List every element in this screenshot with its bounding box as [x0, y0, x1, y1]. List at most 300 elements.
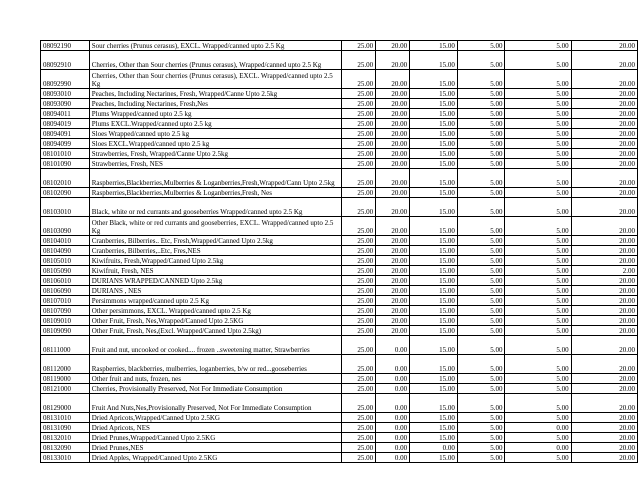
rate-col-3-cell: 15.00 — [410, 276, 458, 286]
rate-col-5-cell: 5.00 — [505, 433, 571, 443]
rate-col-4-cell: 5.00 — [457, 256, 505, 266]
rate-col-2-cell: 20.00 — [376, 139, 410, 149]
description-cell: Dried Apricots, NES — [89, 423, 341, 433]
rate-col-5-cell: 5.00 — [505, 109, 571, 119]
rate-col-5-cell: 5.00 — [505, 149, 571, 159]
rate-col-5-cell: 5.00 — [505, 306, 571, 316]
rate-col-6-cell: 20.00 — [571, 188, 637, 198]
rate-col-2-cell: 20.00 — [376, 99, 410, 109]
rate-col-2-cell: 20.00 — [376, 109, 410, 119]
rate-col-5-cell: 5.00 — [505, 384, 571, 394]
description-cell: DURIANS WRAPPED/CANNED Upto 2.5kg — [89, 276, 341, 286]
rate-col-6-cell: 20.00 — [571, 159, 637, 169]
rate-col-1-cell: 25.00 — [342, 326, 376, 336]
rate-col-2-cell: 20.00 — [376, 246, 410, 256]
rate-col-5-cell: 5.00 — [505, 139, 571, 149]
rate-col-5-cell: 5.00 — [505, 394, 571, 413]
rate-col-5-cell: 5.00 — [505, 41, 571, 51]
rate-col-6-cell: 20.00 — [571, 198, 637, 217]
rate-col-2-cell: 0.00 — [376, 355, 410, 374]
rate-col-1-cell: 25.00 — [342, 139, 376, 149]
table-row — [41, 394, 638, 413]
rate-col-3-cell: 15.00 — [410, 169, 458, 188]
rate-col-5-cell: 5.00 — [505, 99, 571, 109]
rate-col-5-cell: 5.00 — [505, 374, 571, 384]
table-row — [41, 188, 638, 198]
hs-code-cell: 08102010 — [41, 169, 90, 188]
rate-col-6-cell: 20.00 — [571, 355, 637, 374]
rate-col-1-cell: 25.00 — [342, 70, 376, 89]
rate-col-4-cell: 5.00 — [457, 41, 505, 51]
rate-col-5-cell: 5.00 — [505, 336, 571, 355]
hs-code-cell: 08105010 — [41, 256, 90, 266]
rate-col-3-cell: 15.00 — [410, 433, 458, 443]
rate-col-6-cell: 20.00 — [571, 384, 637, 394]
hs-code-cell: 08106090 — [41, 286, 90, 296]
rate-col-5-cell: 5.00 — [505, 236, 571, 246]
rate-col-5-cell: 5.00 — [505, 119, 571, 129]
description-cell: Peaches, Including Nectarines, Fresh,Nes — [89, 99, 341, 109]
rate-col-2-cell: 20.00 — [376, 41, 410, 51]
description-cell: Sloes EXCL.Wrapped/canned upto 2.5 kg — [89, 139, 341, 149]
description-cell: Strawberries, Fresh, NES — [89, 159, 341, 169]
hs-code-cell: 08103010 — [41, 198, 90, 217]
rate-col-4-cell: 5.00 — [457, 336, 505, 355]
rate-col-1-cell: 25.00 — [342, 129, 376, 139]
description-cell: Other persimmons, EXCL. Wrapped/canned upto 2.5 Kg — [89, 306, 341, 316]
hs-code-cell: 08132090 — [41, 443, 90, 453]
rate-col-3-cell: 15.00 — [410, 198, 458, 217]
rate-col-4-cell: 5.00 — [457, 443, 505, 453]
hs-code-cell: 08107090 — [41, 306, 90, 316]
rate-col-1-cell: 25.00 — [342, 89, 376, 99]
rate-col-2-cell: 20.00 — [376, 70, 410, 89]
description-cell: Raspberries,Blackberries,Mulberries & Loganberries,Fresh, Nes — [89, 188, 341, 198]
rate-col-1-cell: 25.00 — [342, 374, 376, 384]
rate-col-2-cell: 20.00 — [376, 119, 410, 129]
description-cell: Dried Prunes,NES — [89, 443, 341, 453]
rate-col-2-cell: 20.00 — [376, 306, 410, 316]
rate-col-3-cell: 15.00 — [410, 89, 458, 99]
rate-col-4-cell: 5.00 — [457, 394, 505, 413]
rate-col-2-cell: 20.00 — [376, 256, 410, 266]
rate-col-6-cell: 20.00 — [571, 336, 637, 355]
hs-code-cell: 08101090 — [41, 159, 90, 169]
rate-col-2-cell: 20.00 — [376, 276, 410, 286]
description-cell: Fruit And Nuts,Nes,Provisionally Preserved, Not For Immediate Consumption — [89, 394, 341, 413]
rate-col-6-cell: 20.00 — [571, 316, 637, 326]
description-cell: Plums EXCL.Wrapped/canned upto 2.5 kg — [89, 119, 341, 129]
rate-col-1-cell: 25.00 — [342, 119, 376, 129]
rate-col-5-cell: 5.00 — [505, 296, 571, 306]
description-cell: Kiwifruit, Fresh, NES — [89, 266, 341, 276]
rate-col-6-cell: 20.00 — [571, 51, 637, 70]
hs-code-cell: 08131090 — [41, 423, 90, 433]
rate-col-4-cell: 5.00 — [457, 326, 505, 336]
rate-col-3-cell: 15.00 — [410, 316, 458, 326]
table-row — [41, 286, 638, 296]
table-row — [41, 198, 638, 217]
rate-col-4-cell: 5.00 — [457, 169, 505, 188]
table-row — [41, 169, 638, 188]
rate-col-2-cell: 0.00 — [376, 453, 410, 463]
rate-col-6-cell: 20.00 — [571, 149, 637, 159]
rate-col-1-cell: 25.00 — [342, 394, 376, 413]
table-row — [41, 51, 638, 70]
rate-col-4-cell: 5.00 — [457, 246, 505, 256]
table-row — [41, 109, 638, 119]
description-cell: Dried Apricots,Wrapped/Canned Upto 2.5KG — [89, 413, 341, 423]
rate-col-4-cell: 5.00 — [457, 296, 505, 306]
rate-col-6-cell: 20.00 — [571, 276, 637, 286]
rate-col-3-cell: 15.00 — [410, 413, 458, 423]
rate-col-4-cell: 5.00 — [457, 149, 505, 159]
rate-col-5-cell: 5.00 — [505, 51, 571, 70]
rate-col-4-cell: 5.00 — [457, 236, 505, 246]
rate-col-3-cell: 0.00 — [410, 443, 458, 453]
rate-col-4-cell: 5.00 — [457, 51, 505, 70]
rate-col-3-cell: 15.00 — [410, 296, 458, 306]
description-cell: Other Fruit, Fresh, Nes,Wrapped/Canned Upto 2.5KG — [89, 316, 341, 326]
rate-col-5-cell: 5.00 — [505, 316, 571, 326]
hs-code-cell: 08093010 — [41, 89, 90, 99]
description-cell: Black, white or red currants and gooseberries Wrapped/canned upto 2.5 Kg — [89, 198, 341, 217]
rate-col-6-cell: 20.00 — [571, 296, 637, 306]
table-row — [41, 355, 638, 374]
table-row — [41, 119, 638, 129]
rate-col-2-cell: 20.00 — [376, 316, 410, 326]
table-row — [41, 41, 638, 51]
table-row — [41, 89, 638, 99]
hs-code-cell: 08094091 — [41, 129, 90, 139]
rate-col-5-cell: 5.00 — [505, 129, 571, 139]
table-row — [41, 256, 638, 266]
rate-col-3-cell: 15.00 — [410, 188, 458, 198]
rate-col-4-cell: 5.00 — [457, 99, 505, 109]
rate-col-1-cell: 25.00 — [342, 198, 376, 217]
table-row — [41, 139, 638, 149]
table-row — [41, 336, 638, 355]
rate-col-4-cell: 5.00 — [457, 70, 505, 89]
hs-code-cell: 08133010 — [41, 453, 90, 463]
rate-col-2-cell: 20.00 — [376, 286, 410, 296]
hs-code-cell: 08093090 — [41, 99, 90, 109]
rate-col-1-cell: 25.00 — [342, 384, 376, 394]
hs-code-cell: 08092990 — [41, 70, 90, 89]
rate-col-3-cell: 15.00 — [410, 355, 458, 374]
hs-code-cell: 08092910 — [41, 51, 90, 70]
rate-col-1-cell: 25.00 — [342, 51, 376, 70]
table-row — [41, 374, 638, 384]
rate-col-2-cell: 0.00 — [376, 384, 410, 394]
rate-col-3-cell: 15.00 — [410, 266, 458, 276]
table-row — [41, 306, 638, 316]
rate-col-6-cell: 20.00 — [571, 119, 637, 129]
description-cell: Cherries, Other than Sour cherries (Prunus cerasus), EXCL. Wrapped/canned upto 2.5 Kg — [89, 70, 341, 89]
rate-col-2-cell: 20.00 — [376, 149, 410, 159]
rate-col-4-cell: 5.00 — [457, 384, 505, 394]
rate-col-1-cell: 25.00 — [342, 188, 376, 198]
description-cell: Other fruit and nuts, frozen, nes — [89, 374, 341, 384]
rate-col-6-cell: 20.00 — [571, 413, 637, 423]
table-row — [41, 70, 638, 89]
hs-code-cell: 08104010 — [41, 236, 90, 246]
rate-col-5-cell: 0.00 — [505, 423, 571, 433]
table-row — [41, 276, 638, 286]
hs-code-cell: 08119000 — [41, 374, 90, 384]
hs-code-cell: 08101010 — [41, 149, 90, 159]
rate-col-2-cell: 20.00 — [376, 89, 410, 99]
table-row — [41, 384, 638, 394]
rate-col-1-cell: 25.00 — [342, 276, 376, 286]
table-row — [41, 217, 638, 236]
rate-col-4-cell: 5.00 — [457, 423, 505, 433]
hs-code-cell: 08105090 — [41, 266, 90, 276]
rate-col-2-cell: 0.00 — [376, 374, 410, 384]
description-cell: Cherries, Other than Sour cherries (Prunus cerasus), Wrapped/canned upto 2.5 Kg — [89, 51, 341, 70]
table-row — [41, 99, 638, 109]
rate-col-6-cell: 20.00 — [571, 394, 637, 413]
rate-col-1-cell: 25.00 — [342, 336, 376, 355]
rate-col-3-cell: 15.00 — [410, 423, 458, 433]
rate-col-1-cell: 25.00 — [342, 236, 376, 246]
table-row — [41, 316, 638, 326]
rate-col-3-cell: 15.00 — [410, 453, 458, 463]
hs-code-cell: 08132010 — [41, 433, 90, 443]
tariff-table — [40, 40, 638, 463]
description-cell: Strawberries, Fresh, Wrapped/Canne Upto 2.5kg — [89, 149, 341, 159]
rate-col-2-cell: 0.00 — [376, 443, 410, 453]
rate-col-6-cell: 20.00 — [571, 374, 637, 384]
rate-col-6-cell: 20.00 — [571, 453, 637, 463]
description-cell: Dried Prunes,Wrapped/Canned Upto 2.5KG — [89, 433, 341, 443]
description-cell: Persimmons wrapped/canned upto 2.5 Kg — [89, 296, 341, 306]
rate-col-3-cell: 15.00 — [410, 129, 458, 139]
rate-col-4-cell: 5.00 — [457, 198, 505, 217]
rate-col-4-cell: 5.00 — [457, 306, 505, 316]
rate-col-5-cell: 5.00 — [505, 188, 571, 198]
hs-code-cell: 08131010 — [41, 413, 90, 423]
hs-code-cell: 08121000 — [41, 384, 90, 394]
rate-col-2-cell: 20.00 — [376, 296, 410, 306]
table-row — [41, 443, 638, 453]
rate-col-4-cell: 5.00 — [457, 129, 505, 139]
rate-col-5-cell: 5.00 — [505, 276, 571, 286]
rate-col-3-cell: 15.00 — [410, 256, 458, 266]
description-cell: Sour cherries (Prunus cerasus), EXCL. Wrapped/canned upto 2.5 Kg — [89, 41, 341, 51]
table-row — [41, 236, 638, 246]
table-row — [41, 266, 638, 276]
rate-col-6-cell: 20.00 — [571, 286, 637, 296]
rate-col-1-cell: 25.00 — [342, 246, 376, 256]
hs-code-cell: 08104090 — [41, 246, 90, 256]
description-cell: Plums Wrapped/canned upto 2.5 kg — [89, 109, 341, 119]
rate-col-5-cell: 5.00 — [505, 169, 571, 188]
description-cell: DURIANS , NES — [89, 286, 341, 296]
table-row — [41, 149, 638, 159]
rate-col-4-cell: 5.00 — [457, 266, 505, 276]
hs-code-cell: 08107010 — [41, 296, 90, 306]
rate-col-2-cell: 0.00 — [376, 394, 410, 413]
table-row — [41, 423, 638, 433]
rate-col-1-cell: 25.00 — [342, 286, 376, 296]
rate-col-5-cell: 5.00 — [505, 326, 571, 336]
table-row — [41, 326, 638, 336]
rate-col-1-cell: 25.00 — [342, 169, 376, 188]
rate-col-3-cell: 15.00 — [410, 70, 458, 89]
rate-col-6-cell: 20.00 — [571, 433, 637, 443]
rate-col-5-cell: 5.00 — [505, 355, 571, 374]
rate-col-6-cell: 20.00 — [571, 443, 637, 453]
description-cell: Peaches, Including Nectarines, Fresh, Wrapped/Canne Upto 2.5kg — [89, 89, 341, 99]
rate-col-3-cell: 15.00 — [410, 236, 458, 246]
rate-col-3-cell: 15.00 — [410, 326, 458, 336]
description-cell: Cherries, Provisionally Preserved, Not For Immediate Consumption — [89, 384, 341, 394]
rate-col-1-cell: 25.00 — [342, 41, 376, 51]
table-row — [41, 159, 638, 169]
rate-col-1-cell: 25.00 — [342, 433, 376, 443]
rate-col-1-cell: 25.00 — [342, 306, 376, 316]
rate-col-5-cell: 5.00 — [505, 246, 571, 256]
description-cell: Cranberries, Bilberries,..Etc, Fres,NES — [89, 246, 341, 256]
rate-col-2-cell: 20.00 — [376, 188, 410, 198]
table-row — [41, 433, 638, 443]
rate-col-3-cell: 15.00 — [410, 159, 458, 169]
rate-col-5-cell: 5.00 — [505, 256, 571, 266]
hs-code-cell: 08129000 — [41, 394, 90, 413]
rate-col-6-cell: 20.00 — [571, 306, 637, 316]
rate-col-1-cell: 25.00 — [342, 423, 376, 433]
rate-col-4-cell: 5.00 — [457, 453, 505, 463]
rate-col-3-cell: 15.00 — [410, 374, 458, 384]
rate-col-3-cell: 15.00 — [410, 99, 458, 109]
rate-col-6-cell: 20.00 — [571, 109, 637, 119]
rate-col-4-cell: 5.00 — [457, 89, 505, 99]
rate-col-3-cell: 15.00 — [410, 306, 458, 316]
description-cell: Cranberries, Bilberries.. Etc, Fresh,Wrapped/Canned Upto 2.5kg — [89, 236, 341, 246]
rate-col-2-cell: 20.00 — [376, 326, 410, 336]
rate-col-4-cell: 5.00 — [457, 355, 505, 374]
rate-col-5-cell: 0.00 — [505, 443, 571, 453]
description-cell: Dried Apples, Wrapped/Canned Upto 2.5KG — [89, 453, 341, 463]
rate-col-6-cell: 20.00 — [571, 423, 637, 433]
rate-col-2-cell: 20.00 — [376, 169, 410, 188]
rate-col-1-cell: 25.00 — [342, 149, 376, 159]
rate-col-4-cell: 5.00 — [457, 109, 505, 119]
rate-col-6-cell: 20.00 — [571, 129, 637, 139]
hs-code-cell: 08094099 — [41, 139, 90, 149]
rate-col-6-cell: 20.00 — [571, 99, 637, 109]
table-row — [41, 413, 638, 423]
description-cell: Other Black, white or red currants and gooseberries, EXCL. Wrapped/canned upto 2.5 Kg — [89, 217, 341, 236]
rate-col-1-cell: 25.00 — [342, 217, 376, 236]
rate-col-4-cell: 5.00 — [457, 413, 505, 423]
rate-col-3-cell: 15.00 — [410, 149, 458, 159]
rate-col-5-cell: 5.00 — [505, 89, 571, 99]
tariff-rows — [41, 41, 638, 463]
rate-col-2-cell: 0.00 — [376, 413, 410, 423]
rate-col-6-cell: 20.00 — [571, 41, 637, 51]
rate-col-5-cell: 5.00 — [505, 413, 571, 423]
rate-col-3-cell: 15.00 — [410, 119, 458, 129]
rate-col-5-cell: 5.00 — [505, 266, 571, 276]
description-cell: Other Fruit, Fresh, Nes,(Excl. Wrapped/Canned Upto 2.5kg) — [89, 326, 341, 336]
rate-col-2-cell: 20.00 — [376, 217, 410, 236]
rate-col-3-cell: 15.00 — [410, 286, 458, 296]
hs-code-cell: 08109090 — [41, 326, 90, 336]
rate-col-4-cell: 5.00 — [457, 119, 505, 129]
rate-col-5-cell: 5.00 — [505, 453, 571, 463]
rate-col-4-cell: 5.00 — [457, 139, 505, 149]
rate-col-6-cell: 20.00 — [571, 89, 637, 99]
rate-col-2-cell: 0.00 — [376, 433, 410, 443]
description-cell: Fruit and nut, uncooked or cooked.... frozen ..sweetening matter, Strawberries — [89, 336, 341, 355]
rate-col-6-cell: 20.00 — [571, 256, 637, 266]
rate-col-4-cell: 5.00 — [457, 316, 505, 326]
rate-col-4-cell: 5.00 — [457, 217, 505, 236]
rate-col-3-cell: 15.00 — [410, 384, 458, 394]
rate-col-4-cell: 5.00 — [457, 159, 505, 169]
rate-col-4-cell: 5.00 — [457, 433, 505, 443]
rate-col-2-cell: 20.00 — [376, 159, 410, 169]
rate-col-3-cell: 15.00 — [410, 336, 458, 355]
rate-col-2-cell: 20.00 — [376, 129, 410, 139]
rate-col-5-cell: 5.00 — [505, 70, 571, 89]
description-cell: Raspberries,Blackberries,Mulberries & Loganberries,Fresh,Wrapped/Cann Upto 2.5kg — [89, 169, 341, 188]
rate-col-5-cell: 5.00 — [505, 217, 571, 236]
hs-code-cell: 08111000 — [41, 336, 90, 355]
rate-col-6-cell: 20.00 — [571, 236, 637, 246]
rate-col-3-cell: 15.00 — [410, 246, 458, 256]
rate-col-6-cell: 20.00 — [571, 326, 637, 336]
rate-col-2-cell: 20.00 — [376, 236, 410, 246]
rate-col-2-cell: 0.00 — [376, 423, 410, 433]
rate-col-1-cell: 25.00 — [342, 355, 376, 374]
rate-col-5-cell: 5.00 — [505, 286, 571, 296]
hs-code-cell: 08094019 — [41, 119, 90, 129]
rate-col-6-cell: 20.00 — [571, 169, 637, 188]
rate-col-1-cell: 25.00 — [342, 453, 376, 463]
rate-col-4-cell: 5.00 — [457, 374, 505, 384]
rate-col-1-cell: 25.00 — [342, 443, 376, 453]
rate-col-5-cell: 5.00 — [505, 159, 571, 169]
rate-col-3-cell: 15.00 — [410, 51, 458, 70]
rate-col-1-cell: 25.00 — [342, 266, 376, 276]
rate-col-6-cell: 20.00 — [571, 246, 637, 256]
hs-code-cell: 08102090 — [41, 188, 90, 198]
hs-code-cell: 08106010 — [41, 276, 90, 286]
rate-col-3-cell: 15.00 — [410, 394, 458, 413]
rate-col-1-cell: 25.00 — [342, 109, 376, 119]
rate-col-3-cell: 15.00 — [410, 217, 458, 236]
hs-code-cell: 08112000 — [41, 355, 90, 374]
rate-col-1-cell: 25.00 — [342, 413, 376, 423]
rate-col-1-cell: 25.00 — [342, 256, 376, 266]
rate-col-1-cell: 25.00 — [342, 296, 376, 306]
rate-col-6-cell: 20.00 — [571, 217, 637, 236]
rate-col-2-cell: 0.00 — [376, 336, 410, 355]
rate-col-4-cell: 5.00 — [457, 286, 505, 296]
description-cell: Sloes Wrapped/canned upto 2.5 kg — [89, 129, 341, 139]
rate-col-5-cell: 5.00 — [505, 198, 571, 217]
rate-col-6-cell: 2.00 — [571, 266, 637, 276]
rate-col-3-cell: 15.00 — [410, 139, 458, 149]
hs-code-cell: 08092190 — [41, 41, 90, 51]
hs-code-cell: 08109010 — [41, 316, 90, 326]
rate-col-3-cell: 15.00 — [410, 109, 458, 119]
hs-code-cell: 08103090 — [41, 217, 90, 236]
table-row — [41, 296, 638, 306]
